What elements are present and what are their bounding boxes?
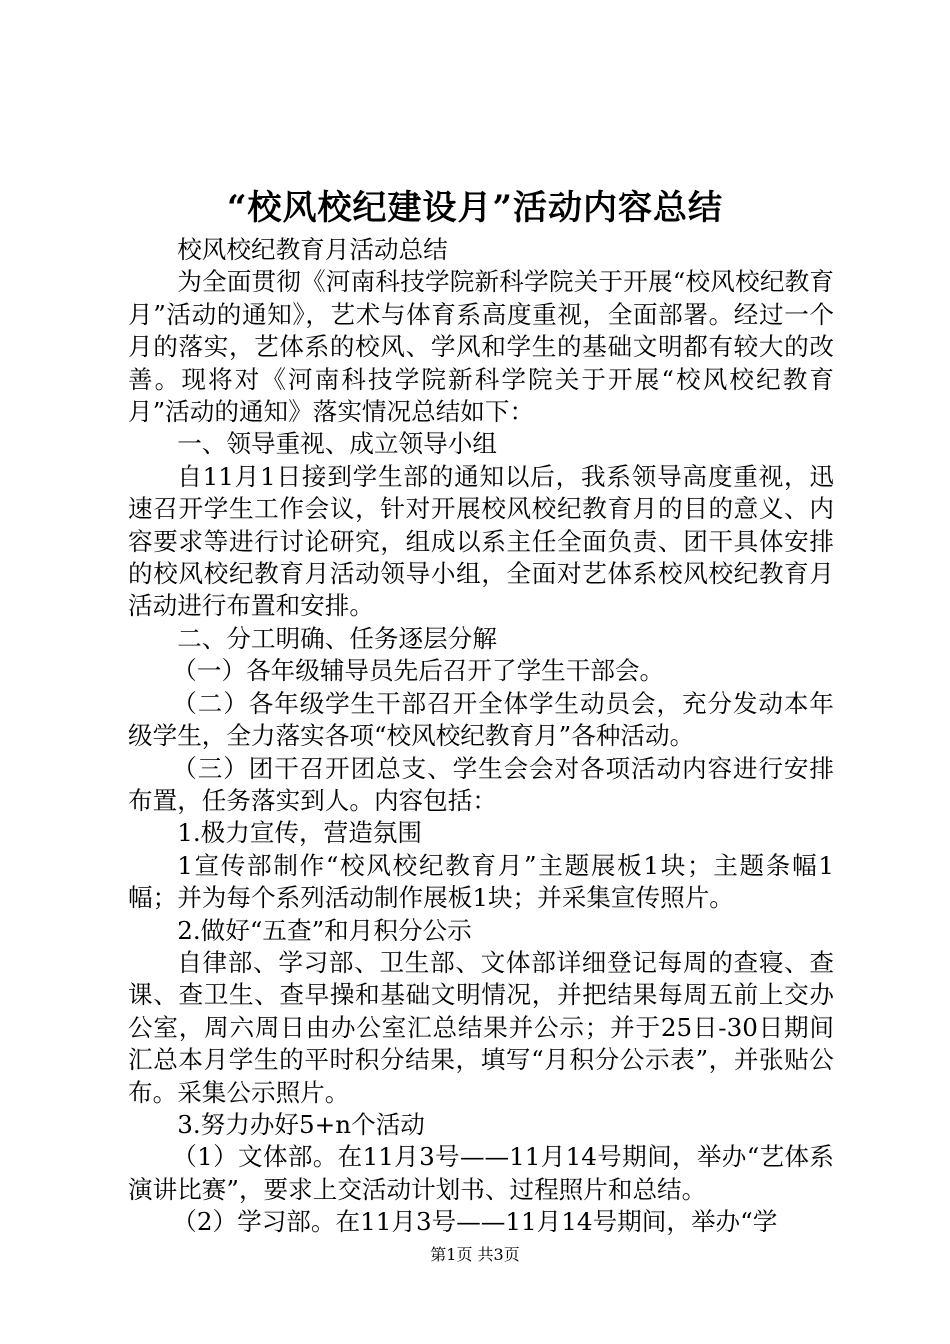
paragraph-intro: 为全面贯彻《河南科技学院新科学院关于开展“校风校纪教育月”活动的通知》，艺术与体育系高度重视，全面部署。经过一个月的落实，艺体系的校风、学风和学生的基础文明都有较大的改善。现将对《河南科技学院新科学院关于开展“校风校纪教育月”活动的通知》落实情况总结如下： (128, 267, 834, 427)
paragraph-inspection: 自律部、学习部、卫生部、文体部详细登记每周的查寝、查课、查卫生、查早操和基础文明情况，并把结果每周五前上交办公室，周六周日由办公室汇总结果并公示；并于25日-30日期间汇总本月学生的平时积分结果，填写“月积分公示表”，并张贴公布。采集公示照片。 (128, 947, 834, 1107)
section-heading-2: 二、分工明确、任务逐层分解 (177, 623, 497, 653)
section-heading-1: 一、领导重视、成立领导小组 (177, 429, 497, 459)
activity-item-2: （2）学习部。在11月3号——11月14号期间，举办“学 (172, 1207, 778, 1237)
document-title: “校风校纪建设月”活动内容总结 (226, 188, 724, 228)
subheading-3: 3.努力办好5+n个活动 (177, 1109, 425, 1139)
page-footer: 第1页 共3页 (430, 1245, 520, 1264)
list-item-2: （二）各年级学生干部召开全体学生动员会，充分发动本年级学生，全力落实各项“校风校纪教育月”各种活动。 (128, 688, 834, 751)
paragraph-publicity: 1宣传部制作“校风校纪教育月”主题展板1块；主题条幅1幅；并为每个系列活动制作展板1块；并采集宣传照片。 (128, 850, 834, 913)
document-body (128, 234, 834, 1239)
subheading-1: 1.极力宣传，营造氛围 (177, 818, 422, 848)
subheading-2: 2.做好“五查”和月积分公示 (177, 915, 472, 945)
activity-item-1: （1）文体部。在11月3号——11月14号期间，举办“艺体系演讲比赛”，要求上交活动计划书、过程照片和总结。 (128, 1142, 834, 1204)
list-item-1: （一）各年级辅导员先后召开了学生干部会。 (172, 656, 665, 686)
paragraph-section-1: 自11月1日接到学生部的通知以后，我系领导高度重视，迅速召开学生工作会议，针对开展校风校纪教育月的目的意义、内容要求等进行讨论研究，组成以系主任全面负责、团干具体安排的校风校纪教育月活动领导小组，全面对艺体系校风校纪教育月活动进行布置和安排。 (128, 461, 834, 621)
paragraph-subtitle: 校风校纪教育月活动总结 (177, 235, 448, 264)
list-item-3: （三）团干召开团总支、学生会会对各项活动内容进行安排布置，任务落实到人。内容包括： (128, 753, 834, 815)
